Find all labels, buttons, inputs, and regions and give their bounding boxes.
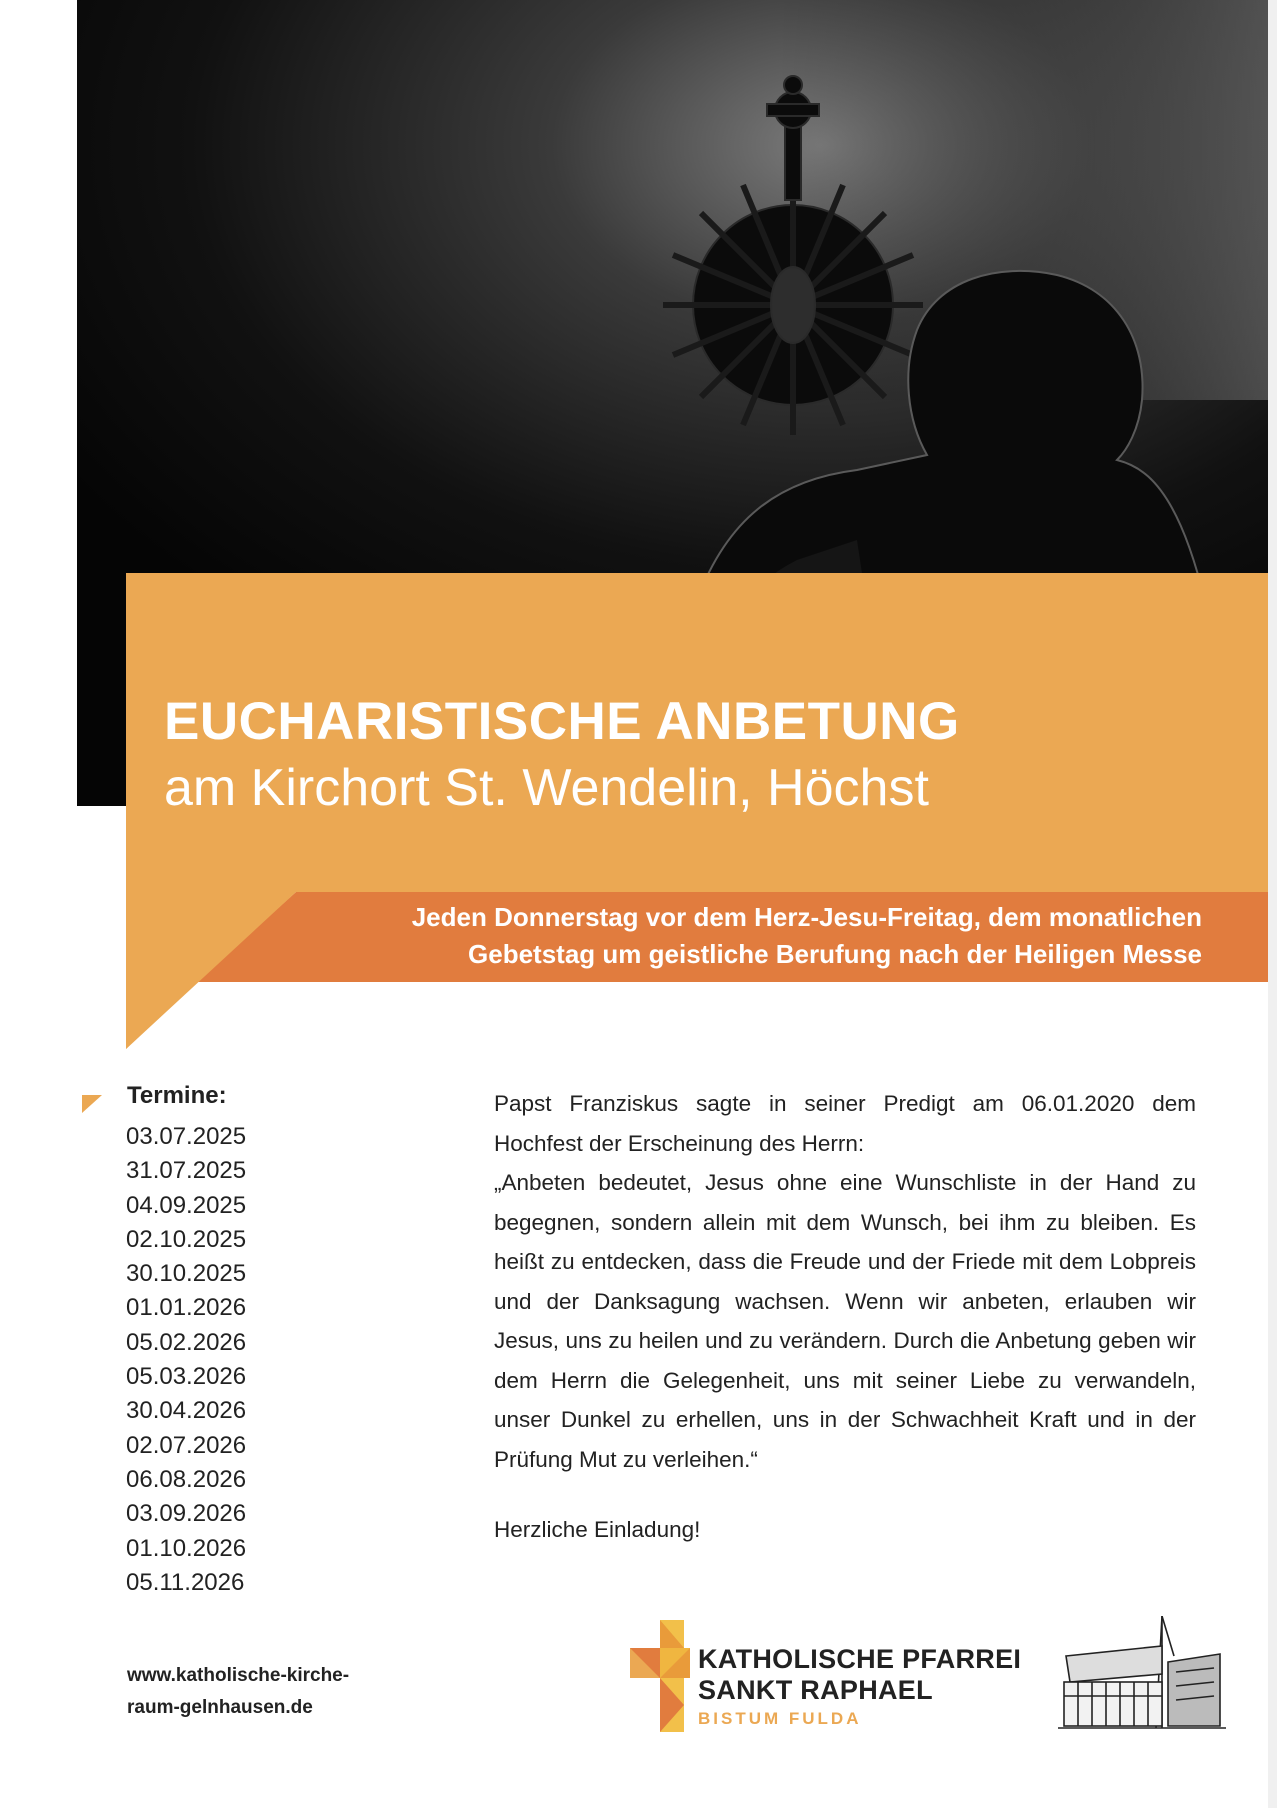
logo-line-1: KATHOLISCHE PFARREI xyxy=(698,1644,1022,1674)
body-text xyxy=(494,1084,1196,1479)
date-item: 02.07.2026 xyxy=(126,1431,247,1459)
date-item: 05.02.2026 xyxy=(126,1328,247,1356)
date-item: 30.10.2025 xyxy=(126,1260,247,1288)
cross-logo-icon xyxy=(630,1620,690,1732)
logo-line-3: BISTUM FULDA xyxy=(698,1709,862,1728)
termine-label: Termine: xyxy=(127,1082,227,1109)
date-item: 05.03.2026 xyxy=(126,1363,247,1391)
date-item: 02.10.2025 xyxy=(126,1225,247,1253)
church-drawing-icon xyxy=(1058,1616,1226,1730)
page-subtitle: am Kirchort St. Wendelin, Höchst xyxy=(164,759,929,817)
date-item: 03.07.2025 xyxy=(126,1123,247,1150)
banner-line-1: Jeden Donnerstag vor dem Herz-Jesu-Freitag, dem monatlichen xyxy=(411,902,1202,932)
date-item: 30.04.2026 xyxy=(126,1397,247,1425)
banner-line-2: Gebetstag um geistliche Berufung nach der Heiligen Messe xyxy=(468,939,1202,969)
date-item: 05.11.2026 xyxy=(126,1568,245,1596)
date-item: 03.09.2026 xyxy=(126,1500,247,1528)
date-item: 01.10.2026 xyxy=(126,1534,247,1562)
parish-logo-text xyxy=(698,1644,1021,1729)
date-item: 06.08.2026 xyxy=(126,1465,247,1493)
banner-text xyxy=(202,899,1202,973)
date-item: 04.09.2025 xyxy=(126,1191,247,1219)
triangle-marker-icon xyxy=(82,1095,102,1113)
logo-line-2: SANKT RAPHAEL xyxy=(698,1675,933,1705)
quote-paragraph: „Anbeten bedeutet, Jesus ohne eine Wunschliste in der Hand zu begegnen, sondern allein mit dem Wunsch, bei ihm zu bleiben. Es heißt zu entdecken, dass die Freude und der Friede mit dem Lobpreis und der Danksagung wachsen. Wenn wir anbeten, erlauben wir Jesus, uns zu heilen und zu verändern. Durch die Anbetung geben wir dem Herrn die Gelegenheit, uns mit seiner Liebe zu verwandeln, unser Dunkel zu erhellen, uns in der Schwachheit Kraft und in der Prüfung Mut zu verleihen.“ xyxy=(494,1170,1196,1472)
website-url[interactable] xyxy=(127,1660,349,1724)
dates-list xyxy=(126,1120,246,1600)
website-line-1: www.katholische-kirche- xyxy=(127,1665,350,1686)
date-item: 31.07.2025 xyxy=(126,1157,247,1185)
page-title: EUCHARISTISCHE ANBETUNG xyxy=(164,692,960,751)
website-line-2: raum-gelnhausen.de xyxy=(127,1697,313,1718)
intro-paragraph: Papst Franziskus sagte in seiner Predigt am 06.01.2020 dem Hochfest der Erscheinung des Herrn: xyxy=(494,1091,1196,1156)
date-item: 01.01.2026 xyxy=(126,1294,247,1322)
invitation-text: Herzliche Einladung! xyxy=(494,1517,701,1542)
